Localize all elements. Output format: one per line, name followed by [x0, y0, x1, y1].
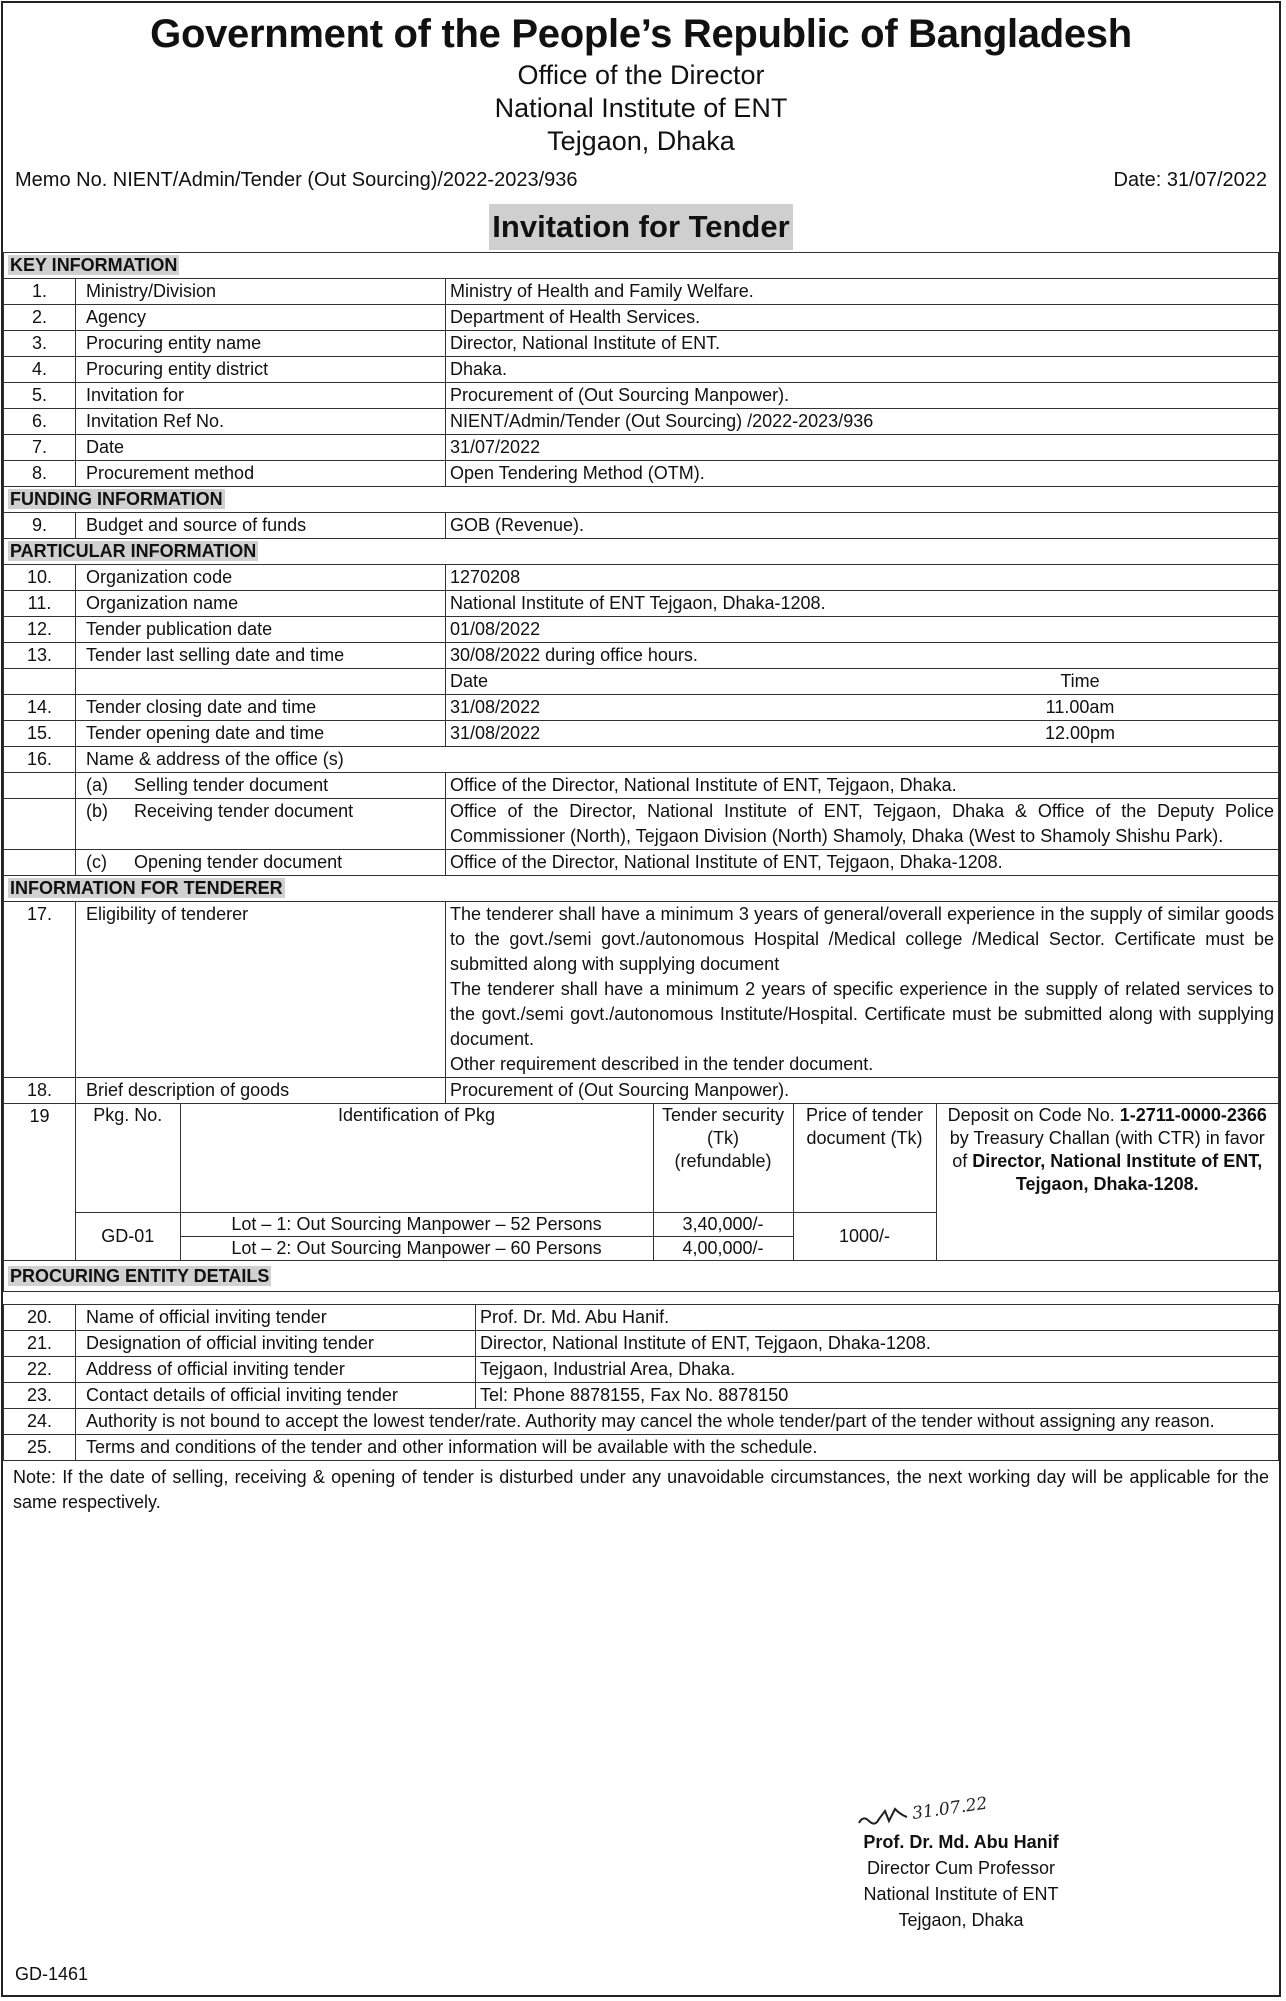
row-value: 1270208 — [446, 565, 1279, 591]
row-label: Ministry/Division — [76, 279, 446, 305]
eligibility-para-3: Other requirement described in the tender document. — [450, 1054, 874, 1074]
svg-text:31.07.22: 31.07.22 — [910, 1793, 989, 1824]
row-number: 22. — [4, 1357, 76, 1383]
table-row — [4, 1435, 1279, 1461]
row-value: Procurement of (Out Sourcing Manpower). — [446, 1078, 1279, 1104]
sub-value: Office of the Director, National Institute of ENT, Tejgaon, Dhaka-1208. — [446, 850, 1279, 876]
row-value: Director, National Institute of ENT, Tejgaon, Dhaka-1208. — [476, 1331, 1279, 1357]
table-row — [4, 591, 1279, 617]
deposit-favor: Director, National Institute of ENT, Tejgaon, Dhaka-1208. — [972, 1151, 1263, 1194]
row-number: 4. — [4, 357, 76, 383]
identification-header: Identification of Pkg — [180, 1104, 653, 1213]
row-number: 19 — [4, 1104, 76, 1261]
row-value: Tejgaon, Industrial Area, Dhaka. — [476, 1357, 1279, 1383]
table-row — [4, 643, 1279, 669]
closing-time: 11.00am — [1045, 697, 1115, 717]
row-label: Invitation for — [76, 383, 446, 409]
footer-code: GD-1461 — [15, 1964, 89, 1984]
row-number: 12. — [4, 617, 76, 643]
sub-label: Selling tender document — [134, 775, 329, 795]
deposit-info — [936, 1104, 1278, 1260]
section-label: PARTICULAR INFORMATION — [10, 541, 257, 561]
row-label: Contact details of official inviting tender — [76, 1383, 476, 1409]
opening-date: 31/08/2022 — [450, 723, 541, 743]
row-value: Department of Health Services. — [446, 305, 1279, 331]
table-row — [4, 617, 1279, 643]
row-value: Terms and conditions of the tender and other information will be available with the schedule. — [76, 1435, 1279, 1461]
row-number: 13. — [4, 643, 76, 669]
row-value: 31/07/2022 — [446, 435, 1279, 461]
lot-1-security: 3,40,000/- — [653, 1213, 793, 1237]
date-time-header-row — [4, 669, 1279, 695]
row-number: 6. — [4, 409, 76, 435]
table-row — [4, 331, 1279, 357]
government-heading: Government of the People’s Republic of Bangladesh — [150, 12, 1132, 56]
row-number: 5. — [4, 383, 76, 409]
row-number: 21. — [4, 1331, 76, 1357]
row-value: Prof. Dr. Md. Abu Hanif. — [476, 1305, 1279, 1331]
row-number: 20. — [4, 1305, 76, 1331]
table-subrow — [4, 799, 1279, 850]
signatory-name: Prof. Dr. Md. Abu Hanif — [863, 1832, 1059, 1852]
sub-value: Office of the Director, National Institute of ENT, Tejgaon, Dhaka. — [446, 773, 1279, 799]
row-number: 17. — [4, 902, 76, 1078]
date-column-header: Date — [450, 671, 489, 691]
time-column-header: Time — [1060, 671, 1100, 691]
table-row — [4, 305, 1279, 331]
row-label: Name & address of the office (s) — [76, 747, 1279, 773]
row-number: 14. — [4, 695, 76, 721]
section-label: FUNDING INFORMATION — [10, 489, 223, 509]
lot-1: Lot – 1: Out Sourcing Manpower – 52 Persons — [180, 1213, 653, 1237]
handwritten-signature — [849, 1793, 1049, 1833]
section-label: INFORMATION FOR TENDERER — [10, 878, 283, 898]
signatory-designation: Director Cum Professor — [866, 1858, 1056, 1878]
spacer-row — [4, 1292, 1279, 1305]
security-header: Tender security (Tk) (refundable) — [653, 1104, 793, 1213]
row-label: Designation of official inviting tender — [76, 1331, 476, 1357]
section-key-information — [4, 253, 1279, 279]
row-label: Tender publication date — [76, 617, 446, 643]
table-row — [4, 1357, 1279, 1383]
row-value: Ministry of Health and Family Welfare. — [446, 279, 1279, 305]
row-label: Organization code — [76, 565, 446, 591]
row-label: Name of official inviting tender — [76, 1305, 476, 1331]
row-number: 15. — [4, 721, 76, 747]
table-row — [4, 513, 1279, 539]
row-number: 3. — [4, 331, 76, 357]
table-row — [4, 565, 1279, 591]
lot-2: Lot – 2: Out Sourcing Manpower – 60 Persons — [180, 1237, 653, 1261]
section-label: KEY INFORMATION — [10, 255, 178, 275]
table-subrow — [4, 773, 1279, 799]
row-value: Dhaka. — [446, 357, 1279, 383]
section-label: PROCURING ENTITY DETAILS — [10, 1266, 270, 1286]
sub-index: (c) — [86, 852, 107, 872]
document-price: 1000/- — [793, 1213, 936, 1261]
sub-label: Opening tender document — [134, 852, 343, 872]
row-value: NIENT/Admin/Tender (Out Sourcing) /2022-2023/936 — [446, 409, 1279, 435]
row-label: Tender last selling date and time — [76, 643, 446, 669]
deposit-middle: by Treasury Challan (with CTR) in favor of — [949, 1128, 1265, 1171]
procuring-table — [3, 1304, 1279, 1461]
row-number: 9. — [4, 513, 76, 539]
table-row — [4, 747, 1279, 773]
note: Note: If the date of selling, receiving & opening of tender is disturbed under any unavoidable circumstances, the next working day will be applicable for the same respectively. — [13, 1467, 1269, 1512]
row-number: 7. — [4, 435, 76, 461]
row-number: 1. — [4, 279, 76, 305]
memo-date: Date: 31/07/2022 — [1113, 169, 1267, 191]
notice-title: Invitation for Tender — [489, 204, 792, 250]
sub-index: (b) — [86, 801, 108, 821]
row-number: 2. — [4, 305, 76, 331]
section-funding-information — [4, 487, 1279, 513]
row-value: National Institute of ENT Tejgaon, Dhaka-1208. — [446, 591, 1279, 617]
eligibility-para-2: The tenderer shall have a minimum 2 years of specific experience in the supply of related services to the govt./semi govt./autonomous Institute/Hospital. Certificate must be submitted along with supplying document. — [450, 979, 1274, 1049]
tender-table — [3, 252, 1279, 1305]
memo-row — [3, 166, 1279, 194]
table-row — [4, 1409, 1279, 1435]
row-value: Tel: Phone 8878155, Fax No. 8878150 — [476, 1383, 1279, 1409]
table-row — [4, 383, 1279, 409]
signature-block — [831, 1829, 1091, 1933]
deposit-prefix: Deposit on Code No. — [947, 1105, 1115, 1125]
section-information-for-tenderer — [4, 876, 1279, 902]
memo-number: Memo No. NIENT/Admin/Tender (Out Sourcing)/2022-2023/936 — [15, 169, 578, 191]
row-label: Procuring entity name — [76, 331, 446, 357]
closing-date: 31/08/2022 — [450, 697, 541, 717]
row-value: Open Tendering Method (OTM). — [446, 461, 1279, 487]
row-label: Agency — [76, 305, 446, 331]
office-line: Office of the Director — [517, 60, 765, 90]
row-number: 18. — [4, 1078, 76, 1104]
row-label: Tender closing date and time — [76, 695, 446, 721]
row-value: 30/08/2022 during office hours. — [446, 643, 1279, 669]
row-number: 11. — [4, 591, 76, 617]
sub-index: (a) — [86, 775, 108, 795]
row-number: 24. — [4, 1409, 76, 1435]
institute-line: National Institute of ENT — [494, 93, 788, 123]
lot-2-security: 4,00,000/- — [653, 1237, 793, 1261]
letterhead — [3, 9, 1279, 158]
eligibility-para-1: The tenderer shall have a minimum 3 years of general/overall experience in the supply of similar goods to the govt./semi govt./autonomous Hospital /Medical college /Medical Sector. Certificate must be submitted along with supplying document — [450, 904, 1274, 974]
table-row — [4, 721, 1279, 747]
row-label: Budget and source of funds — [76, 513, 446, 539]
deposit-code: 1-2711-0000-2366 — [1119, 1105, 1267, 1125]
row-label: Address of official inviting tender — [76, 1357, 476, 1383]
table-row — [4, 461, 1279, 487]
row-value: GOB (Revenue). — [446, 513, 1279, 539]
row-number: 8. — [4, 461, 76, 487]
row-label: Brief description of goods — [76, 1078, 446, 1104]
row-label: Eligibility of tenderer — [76, 902, 446, 1078]
table-row — [4, 357, 1279, 383]
row-label: Tender opening date and time — [76, 721, 446, 747]
row-label: Organization name — [76, 591, 446, 617]
table-row — [4, 902, 1279, 1078]
row-number: 25. — [4, 1435, 76, 1461]
table-row — [4, 1383, 1279, 1409]
title-wrap — [3, 204, 1279, 252]
row-label: Invitation Ref No. — [76, 409, 446, 435]
table-row — [4, 1331, 1279, 1357]
signatory-institute: National Institute of ENT — [863, 1884, 1059, 1904]
row-number: 16. — [4, 747, 76, 773]
sub-label: Receiving tender document — [134, 801, 354, 821]
signatory-location: Tejgaon, Dhaka — [898, 1910, 1024, 1930]
table-row — [4, 435, 1279, 461]
section-procuring-entity-details — [4, 1261, 1279, 1292]
row-label: Date — [76, 435, 446, 461]
row-value: 01/08/2022 — [446, 617, 1279, 643]
row-number: 23. — [4, 1383, 76, 1409]
package-row — [4, 1104, 1279, 1261]
location-line: Tejgaon, Dhaka — [547, 126, 735, 156]
row-label: Procuring entity district — [76, 357, 446, 383]
package-table — [76, 1104, 1278, 1260]
table-row — [4, 409, 1279, 435]
section-particular-information — [4, 539, 1279, 565]
table-row — [4, 279, 1279, 305]
pkg-no-header: Pkg. No. — [76, 1104, 180, 1213]
row-value: Procurement of (Out Sourcing Manpower). — [446, 383, 1279, 409]
table-subrow — [4, 850, 1279, 876]
row-number: 10. — [4, 565, 76, 591]
sub-value: Office of the Director, National Institute of ENT, Tejgaon, Dhaka & Office of the Deputy Police Commissioner (North), Tejgaon Division (North) Shamoly, Dhaka (West to Shamoly Shishu Park). — [446, 799, 1279, 850]
table-row — [4, 695, 1279, 721]
row-label: Procurement method — [76, 461, 446, 487]
row-value: Director, National Institute of ENT. — [446, 331, 1279, 357]
row-value: Authority is not bound to accept the lowest tender/rate. Authority may cancel the whole tender/part of the tender without assigning any reason. — [76, 1409, 1279, 1435]
opening-time: 12.00pm — [1044, 723, 1116, 743]
table-row — [4, 1305, 1279, 1331]
tender-notice-page — [1, 1, 1281, 1997]
table-row — [4, 1078, 1279, 1104]
price-header: Price of tender document (Tk) — [793, 1104, 936, 1213]
package-number: GD-01 — [76, 1213, 180, 1261]
